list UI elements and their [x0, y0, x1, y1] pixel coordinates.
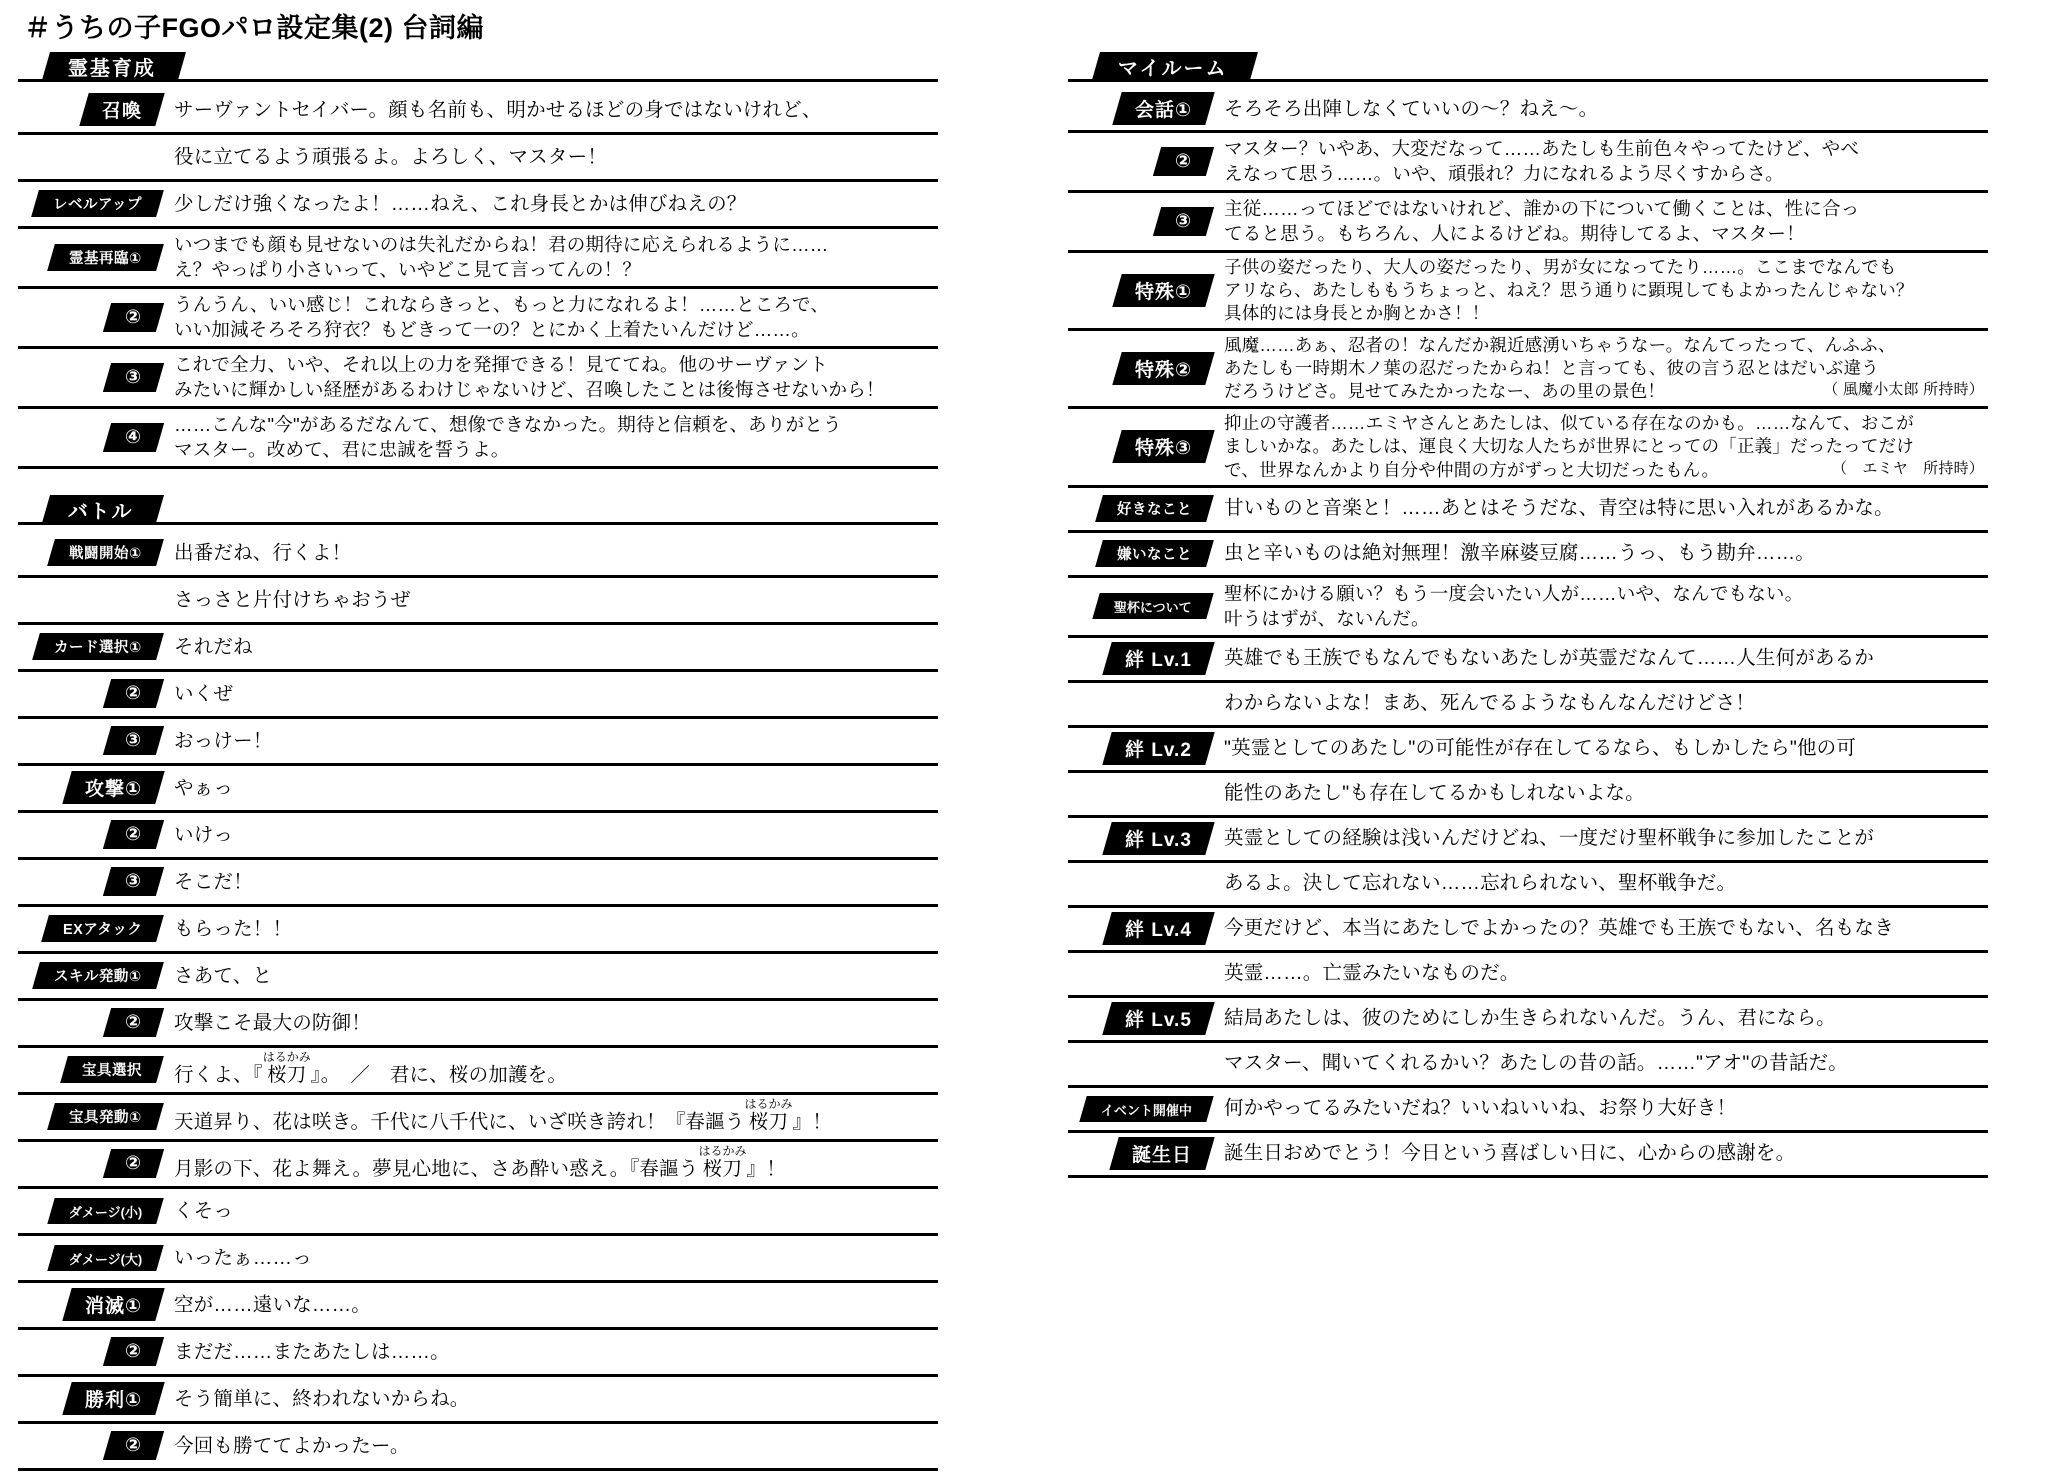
label-tag: 会話① [1112, 92, 1215, 125]
label-tag-empty [1170, 691, 1213, 717]
row-label [18, 409, 168, 466]
label-tag-empty [1170, 781, 1213, 807]
table-row [1068, 863, 1988, 908]
table-row [1068, 409, 1988, 487]
row-label [18, 1424, 168, 1468]
row-label [18, 1330, 168, 1374]
row-label [1068, 488, 1218, 530]
row-label [1068, 88, 1218, 130]
table-row [18, 531, 938, 578]
section-header [18, 52, 938, 82]
row-text: 出番だね、行くよ！ [174, 541, 352, 564]
label-tag: 特殊② [1112, 352, 1215, 385]
row-label [18, 1142, 168, 1186]
ruby-annotation: はるかみ 桜刀 [744, 1097, 793, 1134]
row-label [1068, 331, 1218, 406]
table-row [1068, 253, 1988, 331]
table-row [18, 672, 938, 719]
table-row [18, 1377, 938, 1424]
row-text: 今更だけど、本当にあたしでよかったの？英雄でも王族でもない、名もなき [1224, 917, 1894, 940]
table-row [18, 766, 938, 813]
label-tag: 宝具発動① [47, 1103, 164, 1130]
table-row [18, 860, 938, 907]
row-label [1068, 1133, 1218, 1175]
row-text-pre: 天道昇り、花は咲き。千代に八千代に、いざ咲き誇れ！『春謳う [174, 1111, 745, 1134]
row-text: そろそろ出陣しなくていいの〜？ねえ〜。 [1224, 97, 1599, 120]
table-row [1068, 773, 1988, 818]
section-header [18, 495, 938, 525]
row-text: 聖杯にかける願い？もう一度会いたい人が……いや、なんでもない。 叶うはずが、ないんだ。 [1224, 582, 1804, 630]
label-tag: ② [103, 1337, 164, 1366]
row-text: 少しだけ強くなったよ！……ねえ、これ身長とかは伸びねえの？ [174, 192, 747, 215]
row-label [1068, 1043, 1218, 1085]
row-label [1068, 1088, 1218, 1130]
row-text-post: 』。 ／ 君に、桜の加護を。 [310, 1064, 568, 1087]
row-text: 主従……ってほどではないけれど、誰かの下について働くことは、性に合っ てると思う。もちろん、人によるけどね。期待してるよ、マスター！ [1224, 197, 1860, 245]
table-row [18, 349, 938, 409]
label-tag: カード選択① [32, 633, 164, 660]
row-text [168, 1095, 938, 1139]
table-row [18, 1189, 938, 1236]
table-row [18, 578, 938, 625]
label-tag: 攻撃① [62, 771, 165, 804]
table-row [1068, 1133, 1988, 1178]
table-row [18, 1283, 938, 1330]
row-text: 子供の姿だったり、大人の姿だったり、男が女になってたり……。ここまでなんでも アリなら、あたしももうちょっと、ねえ？思う通りに顕現してもよかったんじゃない？ 具体的には身長とか胸とかさ！！ [1224, 256, 1914, 323]
table-row [18, 182, 938, 229]
attribution-note: （ 風魔小太郎 所持時） [1823, 381, 1984, 399]
section-rule [1068, 79, 1988, 82]
row-label [1068, 818, 1218, 860]
label-tag: ダメージ(大) [47, 1245, 164, 1271]
table-row [1068, 331, 1988, 409]
table-row [18, 135, 938, 182]
columns-container [18, 52, 2030, 1481]
row-text: いけっ [174, 823, 234, 846]
row-label [18, 719, 168, 763]
table-row [1068, 578, 1988, 638]
label-tag: ② [103, 820, 164, 849]
table-row [1068, 1088, 1988, 1133]
label-tag: ② [103, 1008, 164, 1037]
table-row [18, 625, 938, 672]
table-row [1068, 908, 1988, 953]
section-band [1092, 52, 1258, 80]
row-text: あるよ。決して忘れない……忘れられない、聖杯戦争だ。 [1224, 872, 1737, 895]
label-tag-empty [120, 587, 163, 613]
row-label [18, 289, 168, 346]
label-tag: 消滅① [62, 1288, 165, 1321]
row-text: いったぁ……っ [174, 1246, 312, 1269]
row-label [1068, 773, 1218, 815]
section-title: バトル [68, 500, 134, 523]
row-text: 誕生日おめでとう！今日という喜ばしい日に、心からの感謝を。 [1224, 1142, 1796, 1165]
label-tag: 嫌いなこと [1095, 540, 1214, 567]
table-row [1068, 998, 1988, 1043]
label-tag: ② [103, 303, 164, 332]
label-tag: EXアタック [41, 915, 164, 942]
label-tag: 絆 Lv.3 [1102, 822, 1214, 855]
row-text: "英霊としてのあたし"の可能性が存在してるなら、もしかしたら"他の可 [1224, 737, 1857, 760]
table-row [1068, 533, 1988, 578]
row-label [18, 182, 168, 226]
row-text: 攻撃こそ最大の防御！ [174, 1011, 372, 1034]
section-title: 霊基育成 [68, 57, 156, 80]
row-text: ……こんな"今"があるだなんて、想像できなかった。期待と信頼を、ありがとう マスター。改めて、君に忠誠を誓うよ。 [174, 413, 842, 461]
row-text: おっけー！ [174, 729, 273, 752]
row-text: マスター、聞いてくれるかい？あたしの昔の話。……"アオ"の昔話だ。 [1224, 1052, 1848, 1075]
section-rule [18, 79, 938, 82]
row-text: そこだ！ [174, 870, 253, 893]
row-text: やぁっ [174, 776, 234, 799]
label-tag: 聖杯について [1093, 593, 1214, 619]
row-text [168, 1048, 938, 1092]
row-label [18, 1377, 168, 1421]
row-text: 結局あたしは、彼のためにしか生きられないんだ。うん、君になら。 [1224, 1007, 1836, 1030]
row-text [168, 1142, 938, 1186]
row-text: 何かやってるみたいだね？いいねいいね、お祭り大好き！ [1224, 1097, 1737, 1120]
attribution-note: （ エミヤ 所持時） [1831, 459, 1984, 477]
table-row [18, 907, 938, 954]
table-row [18, 229, 938, 289]
row-text: さあて、と [174, 964, 273, 987]
row-text: まだだ……またあたしは……。 [174, 1340, 450, 1363]
label-tag: ② [103, 1431, 164, 1460]
table-row [1068, 953, 1988, 998]
row-label [18, 1095, 168, 1139]
label-tag: ② [1153, 147, 1214, 176]
label-tag: 召喚 [79, 93, 164, 126]
label-tag: ② [103, 679, 164, 708]
table-row [18, 954, 938, 1001]
row-text: 役に立てるよう頑張るよ。よろしく、マスター！ [174, 145, 608, 168]
row-label [1068, 133, 1218, 190]
label-tag: ④ [103, 423, 164, 452]
row-label [18, 1283, 168, 1327]
section-my-room [1068, 52, 1988, 1178]
row-label [1068, 578, 1218, 635]
label-tag: 特殊① [1112, 274, 1215, 307]
table-row [1068, 488, 1988, 533]
table-row [18, 1424, 938, 1471]
row-text: それだね [174, 635, 253, 658]
section-rule [18, 522, 938, 525]
row-text: 空が……遠いな……。 [174, 1293, 372, 1316]
label-tag: 好きなこと [1095, 495, 1214, 522]
row-text: 風魔……あぁ、忍者の！なんだか親近感湧いちゃうなー。なんてったって、んふふ、 あたしも一時期木ノ葉の忍だったからね！と言っても、彼の言う忍とはだいぶ違う だろうけどさ。見せてみたかったなー、あの里の景色！ （ 風魔小太郎 所持時） [1224, 335, 1984, 402]
table-row [1068, 193, 1988, 253]
table-row [18, 1236, 938, 1283]
row-label [18, 907, 168, 951]
row-label [18, 1001, 168, 1045]
row-label [18, 349, 168, 406]
label-tag: 宝具選択 [60, 1056, 164, 1083]
row-text: いつまでも顔も見せないのは失礼だからね！君の期待に応えられるように…… え？やっぱり小さいって、いやどこ見て言ってんの！？ [174, 233, 829, 281]
row-text: わからないよな！まあ、死んでるようなもんなんだけどさ！ [1224, 692, 1756, 715]
row-text: 抑止の守護者……エミヤさんとあたしは、似ている存在なのかも。……なんて、おこが ましいかな。あたしは、運良く大切な人たちが世界にとっての「正義」だったってだけ で、世界なんかより自分や仲間の方がずっと大切だったもん。 （ エミヤ 所持時） [1224, 413, 1984, 480]
label-tag: 特殊③ [1112, 430, 1215, 463]
section-band [42, 495, 164, 523]
table-row [1068, 133, 1988, 193]
row-label [1068, 998, 1218, 1040]
label-tag: 霊基再臨① [47, 244, 164, 271]
row-text: 虫と辛いものは絶対無理！激辛麻婆豆腐……うっ、もう勘弁……。 [1224, 542, 1816, 565]
table-row [1068, 88, 1988, 133]
section-band [42, 52, 186, 80]
label-tag: ③ [1153, 207, 1214, 236]
row-label [18, 625, 168, 669]
ruby-annotation: はるかみ 桜刀 [262, 1050, 311, 1087]
table-row [1068, 728, 1988, 773]
row-text: さっさと片付けちゃおうぜ [174, 588, 411, 611]
row-label [18, 578, 168, 622]
row-label [18, 1189, 168, 1233]
row-label [18, 672, 168, 716]
row-list [1068, 88, 1988, 1178]
table-row [1068, 818, 1988, 863]
table-row [18, 719, 938, 766]
row-text: 英霊……。亡霊みたいなものだ。 [1224, 962, 1520, 985]
label-tag: ダメージ(小) [47, 1198, 164, 1224]
row-label [18, 531, 168, 575]
label-tag: ③ [103, 726, 164, 755]
row-text: 甘いものと音楽と！……あとはそうだな、青空は特に思い入れがあるかな。 [1224, 497, 1894, 520]
label-tag: スキル発動① [32, 962, 163, 989]
row-label [18, 860, 168, 904]
row-text: 英霊としての経験は浅いんだけどね、一度だけ聖杯戦争に参加したことが [1224, 827, 1875, 850]
label-tag: ② [103, 1149, 164, 1178]
label-tag: ③ [103, 867, 164, 896]
section-title: マイルーム [1118, 57, 1228, 80]
row-label [18, 766, 168, 810]
label-tag: 絆 Lv.1 [1102, 642, 1214, 675]
row-label [1068, 728, 1218, 770]
label-tag-empty [120, 144, 163, 170]
table-row [1068, 638, 1988, 683]
table-row [18, 813, 938, 860]
row-label [18, 813, 168, 857]
row-text: マスター？いやあ、大変だなって……あたしも生前色々やってたけど、やべ えなって思う……。いや、頑張れ？力になれるよう尽くすからさ。 [1224, 137, 1860, 185]
table-row [18, 88, 938, 135]
table-row [1068, 1043, 1988, 1088]
row-text: これで全力、いや、それ以上の力を発揮できる！見ててね。他のサーヴァント みたいに輝かしい経歴があるわけじゃないけど、召喚したことは後悔させないから！ [174, 353, 885, 401]
label-tag: ③ [103, 363, 164, 392]
row-list [18, 88, 938, 469]
table-row [18, 1095, 938, 1142]
row-label [1068, 863, 1218, 905]
label-tag: 戦闘開始① [47, 539, 164, 566]
row-text: 能性のあたし"も存在してるかもしれないよな。 [1224, 782, 1645, 805]
row-text: もらった！！ [174, 917, 293, 940]
row-label [18, 135, 168, 179]
row-text-post: 』！ [746, 1158, 786, 1181]
table-row [18, 1048, 938, 1095]
row-label [18, 954, 168, 998]
right-column [1068, 52, 1988, 1188]
table-row [18, 289, 938, 349]
row-list [18, 531, 938, 1471]
label-tag: 絆 Lv.4 [1102, 912, 1214, 945]
row-label [18, 229, 168, 286]
row-label [1068, 533, 1218, 575]
row-label [1068, 908, 1218, 950]
row-label [1068, 638, 1218, 680]
label-tag: 絆 Lv.2 [1102, 732, 1214, 765]
row-label [1068, 683, 1218, 725]
section-header [1068, 52, 1988, 82]
label-tag-empty [1170, 961, 1213, 987]
label-tag: 誕生日 [1109, 1137, 1214, 1170]
row-label [1068, 193, 1218, 250]
row-label [1068, 953, 1218, 995]
page-title: ＃うちの子FGOパロ設定集(2) 台詞編 [24, 13, 484, 43]
row-label [18, 1236, 168, 1280]
row-text: くそっ [174, 1199, 234, 1222]
row-text: いくぜ [174, 682, 234, 705]
table-row [18, 1001, 938, 1048]
label-tag: レベルアップ [31, 190, 164, 217]
section-battle [18, 495, 938, 1471]
row-text-pre: 月影の下、花よ舞え。夢見心地に、さあ酔い惑え。『春謳う [174, 1158, 699, 1181]
row-label [18, 1048, 168, 1092]
row-text-pre: 行くよ、『 [174, 1064, 263, 1087]
row-label [18, 88, 168, 132]
table-row [18, 1330, 938, 1377]
row-text: 今回も勝ててよかったー。 [174, 1434, 410, 1457]
row-text: サーヴァントセイバー。顔も名前も、明かせるほどの身ではないけれど、 [174, 98, 822, 121]
row-text: うんうん、いい感じ！これならきっと、もっと力になれるよ！……ところで、 いい加減そろそろ狩衣？もどきって一の？とにかく上着たいんだけど……。 [174, 293, 830, 341]
label-tag-empty [1170, 871, 1213, 897]
row-text-post: 』！ [792, 1111, 832, 1134]
row-label [1068, 409, 1218, 484]
label-tag: 勝利① [62, 1382, 165, 1415]
section-spacer [18, 479, 938, 495]
label-tag-empty [1170, 1051, 1213, 1077]
ruby-annotation: はるかみ 桜刀 [698, 1144, 747, 1181]
table-row [18, 409, 938, 469]
row-label [1068, 253, 1218, 328]
section-reiki-ikusei [18, 52, 938, 469]
label-tag: 絆 Lv.5 [1102, 1002, 1214, 1035]
table-row [1068, 683, 1988, 728]
row-text: 英雄でも王族でもなんでもないあたしが英霊だなんて……人生何があるか [1224, 647, 1875, 670]
left-column [18, 52, 938, 1481]
table-row [18, 1142, 938, 1189]
label-tag: イベント開催中 [1079, 1096, 1213, 1122]
row-text: そう簡単に、終われないからね。 [174, 1387, 470, 1410]
